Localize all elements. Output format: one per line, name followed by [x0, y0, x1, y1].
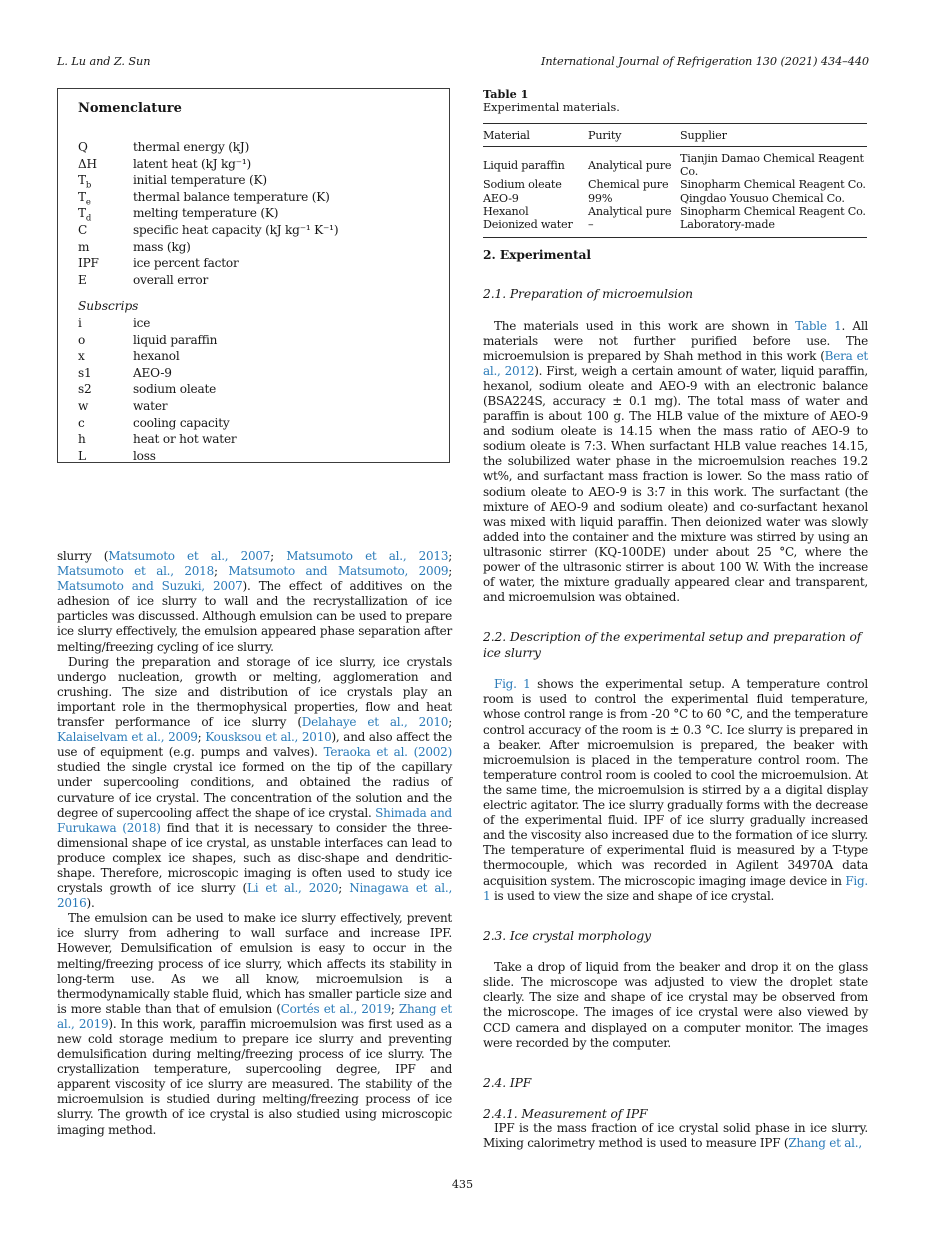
- paragraph: [57, 655, 452, 912]
- citation-link[interactable]: Matsumoto et al., 2018: [57, 564, 214, 579]
- table-cell: 99%: [588, 191, 613, 205]
- nomenclature-box: [57, 88, 450, 463]
- materials-table: [483, 123, 867, 238]
- text-run: is used to view the size and shape of ice crystal.: [490, 888, 775, 903]
- text-run: IPF is the mass fraction of ice crystal solid phase in ice slurry. Mixing calorimetry method is used to measure IPF (: [483, 1121, 868, 1151]
- table-header-row: [483, 124, 867, 147]
- text-run: The emulsion can be used to make ice slurry effectively, prevent ice slurry from adhering to wall surface and increase IPF. However, Demulsification of emulsion is easy to occur in the melting/freezing process of ice slurry, which affects its stability in long-term use. As we all know, microemulsion is a thermodynamically stable fluid, which has smaller particle size and is more stable than that of emulsion (: [57, 911, 452, 1016]
- symbol-description: mass (kg): [133, 239, 191, 254]
- text-run: . All materials were not further purified before use. The microemulsion is prepared by Shah method in this work (: [483, 318, 868, 363]
- nomenclature-entry: [78, 348, 439, 365]
- text-run: ). In this work, paraffin microemulsion was first used as a new cold storage medium to prepare ice slurry and preventing demulsification during melting/freezing process of ice slurry. The crystallization temperature, supercooling degree, IPF and apparent viscosity of ice slurry are measured. The stability of the microemulsion is studied during melting/freezing process of ice slurry. The growth of ice crystal is also studied using microscopic imaging method.: [57, 1016, 452, 1137]
- text-run: shows the experimental setup. A temperature control room is used to control the experimental fluid temperature, whose control range is from -20 °C to 60 °C, and the temperature control accuracy of the room is ± 0.3 °C. Ice slurry is prepared in a beaker. After microemulsion is prepared, the beaker with microemulsion is placed in the temperature control room. The temperature control room is cooled to cool the microemulsion. At the same time, the microemulsion is stirred by a a digital display electric agitator. The ice slurry gradually forms with the decrease of the experimental fluid. IPF of ice slurry gradually increased and the viscosity also increased due to the formation of ice slurry. The temperature of experimental fluid is measured by a T-type thermocouple, which was recorded in Agilent 34970A data acquisition system. The microscopic imaging image device in: [483, 677, 868, 888]
- table-row: [483, 178, 867, 191]
- table-cell: Analytical pure: [588, 158, 672, 172]
- text-run: ;: [270, 549, 287, 563]
- section-heading: 2. Experimental: [483, 247, 591, 262]
- paragraph: [483, 677, 868, 903]
- citation-link[interactable]: Shimada and Furukawa (2018): [57, 805, 452, 835]
- nomenclature-subscripts: [78, 315, 439, 464]
- text-run: ). The effect of additives on the adhesion of ice slurry to wall and the recrystallization of ice particles was discussed. Although emulsion can be used to prepare ice slurry effectively, the emulsion appeared phase separation after melting/freezing cycling of ice slurry.: [57, 579, 453, 654]
- nomenclature-entry: [78, 255, 439, 272]
- paragraph: [57, 911, 452, 1137]
- section-heading: 2.2. Description of the experimental setup and preparation of ice slurry: [483, 630, 862, 660]
- symbol-description: loss: [133, 448, 156, 463]
- nomenclature-entry: [78, 315, 439, 332]
- symbol: m: [78, 239, 90, 254]
- citation-link[interactable]: Li et al., 2020: [246, 881, 339, 896]
- text-run: Take a drop of liquid from the beaker and drop it on the glass slide. The microscope was adjusted to view the droplet state clearly. The size and shape of ice crystal may be observed from the microscope. The images of ice crystal were also viewed by CCD camera and displayed on a computer monitor. The images were recorded by the computer.: [483, 960, 868, 1050]
- table-row: [483, 205, 867, 218]
- table-row: [483, 147, 867, 179]
- symbol-description: heat or hot water: [133, 432, 237, 447]
- table-cell: Liquid paraffin: [483, 158, 565, 172]
- symbol: o: [78, 332, 86, 347]
- text-run: studied the single crystal ice formed on the tip of the capillary under supercooling conditions, and obtained the radius of curvature of ice crystal. The concentration of the solution and the degree of supercooling affect the shape of ice crystal.: [57, 760, 452, 820]
- symbol-description: ice percent factor: [133, 256, 239, 271]
- nomenclature-entry: [78, 415, 439, 432]
- citation-link[interactable]: Zhang et al., 2019: [57, 1001, 452, 1031]
- section-heading: 2.4. IPF: [483, 1075, 532, 1090]
- text-run: ;: [448, 549, 452, 563]
- table-cell: Hexanol: [483, 204, 529, 218]
- nomenclature-entry: [78, 205, 439, 222]
- symbol-description: thermal balance temperature (K): [133, 189, 330, 204]
- table-cell: –: [588, 218, 594, 232]
- table-cell: Sinopharm Chemical Reagent Co.: [680, 204, 866, 218]
- text-run: ;: [338, 881, 350, 896]
- symbol: Q: [78, 140, 88, 154]
- nomenclature-entry: [78, 365, 439, 382]
- nomenclature-entry: [78, 381, 439, 398]
- citation-link[interactable]: Kalaiselvam et al., 2009: [57, 730, 198, 745]
- citation-link[interactable]: Zhang et al.,: [788, 1136, 862, 1151]
- symbol-description: AEO-9: [133, 365, 172, 380]
- table-row: [483, 218, 867, 238]
- text-run: ), and also affect the use of equipment (e.g. pumps and valves).: [57, 730, 453, 760]
- citation-link[interactable]: Table 1: [795, 318, 842, 333]
- section-heading: 2.1. Preparation of microemulsion: [483, 287, 694, 301]
- citation-link[interactable]: Ninagawa et al., 2016: [57, 881, 453, 911]
- paragraph: [57, 549, 452, 655]
- text-run: find that it is necessary to consider the three-dimensional shape of ice crystal, as unstable interfaces can lead to produce complex ice shapes, such as disc-shape and dendritic-shape. Therefore, microscopic imaging is often used to study ice crystals growth of ice slurry (: [57, 820, 452, 896]
- nomenclature-entry: [78, 272, 439, 289]
- text-run: The materials used in this work are shown in: [494, 318, 796, 333]
- table-label: Table 1: [483, 87, 529, 101]
- symbol: $T_e$: [78, 189, 91, 208]
- citation-link[interactable]: Delahaye et al., 2010: [301, 715, 449, 730]
- symbol-description: overall error: [133, 272, 209, 287]
- symbol-description: initial temperature (K): [133, 173, 267, 188]
- column-header: Material: [483, 124, 588, 147]
- citation-link[interactable]: Matsumoto et al., 2013: [286, 549, 449, 563]
- table-cell: Deionized water: [483, 218, 573, 232]
- right-column: [483, 247, 868, 1151]
- table-caption: Experimental materials.: [483, 101, 620, 114]
- nomenclature-entry: [78, 189, 439, 206]
- symbol: w: [78, 398, 89, 413]
- table-row: [483, 192, 867, 205]
- section-heading: 2.4.1. Measurement of IPF: [483, 1107, 648, 1122]
- symbol: c: [78, 415, 85, 430]
- table-cell: Qingdao Yousuo Chemical Co.: [680, 191, 845, 205]
- symbol: x: [78, 349, 85, 364]
- citation-link[interactable]: Kousksou et al., 2010: [205, 730, 332, 745]
- paragraph: [483, 960, 868, 1051]
- nomenclature-entry: [78, 222, 439, 239]
- text-run: ;: [197, 730, 206, 745]
- symbol: $T_b$: [78, 173, 92, 191]
- symbol-description: specific heat capacity (kJ kg⁻¹ K⁻¹): [133, 222, 339, 237]
- symbol-description: hexanol: [133, 349, 180, 364]
- symbol: s1: [78, 365, 92, 380]
- table-cell: Tianjin Damao Chemical Reagent Co.: [680, 152, 864, 179]
- nomenclature-entry: [78, 156, 439, 173]
- paragraph: [483, 319, 868, 606]
- table-cell: Sodium oleate: [483, 178, 562, 192]
- citation-link[interactable]: Cortés et al., 2019: [280, 1001, 391, 1016]
- symbol-description: ice: [133, 315, 151, 330]
- symbol: $T_d$: [78, 206, 92, 224]
- citation-link[interactable]: Bera et al., 2012: [483, 348, 868, 378]
- symbol: i: [78, 315, 82, 330]
- text-run: ).: [86, 896, 95, 911]
- citation-link[interactable]: Teraoka et al. (2002): [323, 745, 453, 760]
- symbol-description: melting temperature (K): [133, 206, 279, 221]
- paragraph: [483, 1121, 868, 1151]
- table-cell: Chemical pure: [588, 178, 669, 192]
- symbol: C: [78, 222, 88, 237]
- symbol: ΔH: [78, 156, 97, 171]
- table-1-block: [483, 88, 867, 238]
- text-run: ;: [390, 1001, 399, 1016]
- citation-link[interactable]: Matsumoto et al., 2007: [108, 549, 271, 563]
- nomenclature-entry: [78, 431, 439, 448]
- nomenclature-entry: [78, 172, 439, 189]
- text-run: ). First, weigh a certain amount of water, liquid paraffin, hexanol, sodium oleate and AEO-9 with an electronic balance (BSA224S, accuracy ± 0.1 mg). The total mass of water and paraffin is about 100 g. The HLB value of the mixture of AEO-9 and sodium oleate is 14.15 when the mass ratio of AEO-9 to sodium oleate is 7:3. When surfactant HLB value reaches 14.15, the solubilized water phase in the microemulsion reaches 19.2 wt%, and surfactant mass fraction is lower. So the mass ratio of sodium oleate to AEO-9 is 3:7 in this work. The surfactant (the mixture of AEO-9 and sodium oleate) and co-surfactant hexanol was mixed with liquid paraffin. Then deionized water was slowly added into the container and the mixture was stirred by using an ultrasonic stirrer (KQ-100DE) under about 25 °C, where the power of the ultrasonic stirrer is about 100 W. With the increase of water, the mixture gradually appeared clear and transparent, and microemulsion was obtained.: [483, 363, 868, 605]
- symbol: L: [78, 448, 86, 463]
- nomenclature-entries: [78, 139, 439, 288]
- subscripts-title: Subscrips: [78, 299, 139, 314]
- symbol-description: cooling capacity: [133, 415, 230, 430]
- symbol-description: sodium oleate: [133, 382, 217, 397]
- symbol-description: latent heat (kJ kg⁻¹): [133, 156, 252, 171]
- text-run: ;: [448, 564, 453, 579]
- citation-link[interactable]: Fig. 1: [494, 677, 531, 692]
- nomenclature-entry: [78, 448, 439, 465]
- citation-link[interactable]: Fig. 1: [483, 873, 868, 903]
- symbol-description: water: [133, 398, 168, 413]
- text-run: ;: [448, 715, 452, 730]
- left-column: [57, 549, 452, 1138]
- symbol: IPF: [78, 256, 99, 271]
- symbol-description: liquid paraffin: [133, 332, 218, 347]
- symbol: E: [78, 272, 87, 287]
- header-journal-citation: International Journal of Refrigeration 130 (2021) 434–440: [541, 55, 869, 68]
- text-run: During the preparation and storage of ice slurry, ice crystals undergo nucleation, growth or melting, agglomeration and crushing. The size and distribution of ice crystals play an important role in the thermophysical properties, flow and heat transfer performance of ice slurry (: [57, 654, 452, 730]
- citation-link[interactable]: Matsumoto and Matsumoto, 2009: [228, 564, 449, 579]
- section-heading: 2.3. Ice crystal morphology: [483, 928, 652, 943]
- symbol: h: [78, 432, 86, 447]
- symbol: s2: [78, 382, 92, 397]
- table-cell: Analytical pure: [588, 204, 672, 218]
- nomenclature-entry: [78, 398, 439, 415]
- header-authors: L. Lu and Z. Sun: [57, 55, 151, 68]
- column-header: Purity: [588, 124, 680, 147]
- nomenclature-entry: [78, 332, 439, 349]
- text-run: ;: [213, 564, 229, 579]
- nomenclature-entry: [78, 139, 439, 156]
- column-header: Supplier: [680, 124, 867, 147]
- symbol-description: thermal energy (kJ): [133, 140, 250, 154]
- citation-link[interactable]: Matsumoto and Suzuki, 2007: [57, 579, 243, 594]
- page-number: 435: [451, 1178, 474, 1191]
- text-run: slurry (: [57, 549, 109, 563]
- table-cell: Sinopharm Chemical Reagent Co.: [680, 178, 866, 192]
- nomenclature-title: Nomenclature: [78, 101, 182, 116]
- table-cell: AEO-9: [483, 191, 519, 205]
- nomenclature-entry: [78, 239, 439, 256]
- table-cell: Laboratory-made: [680, 218, 775, 232]
